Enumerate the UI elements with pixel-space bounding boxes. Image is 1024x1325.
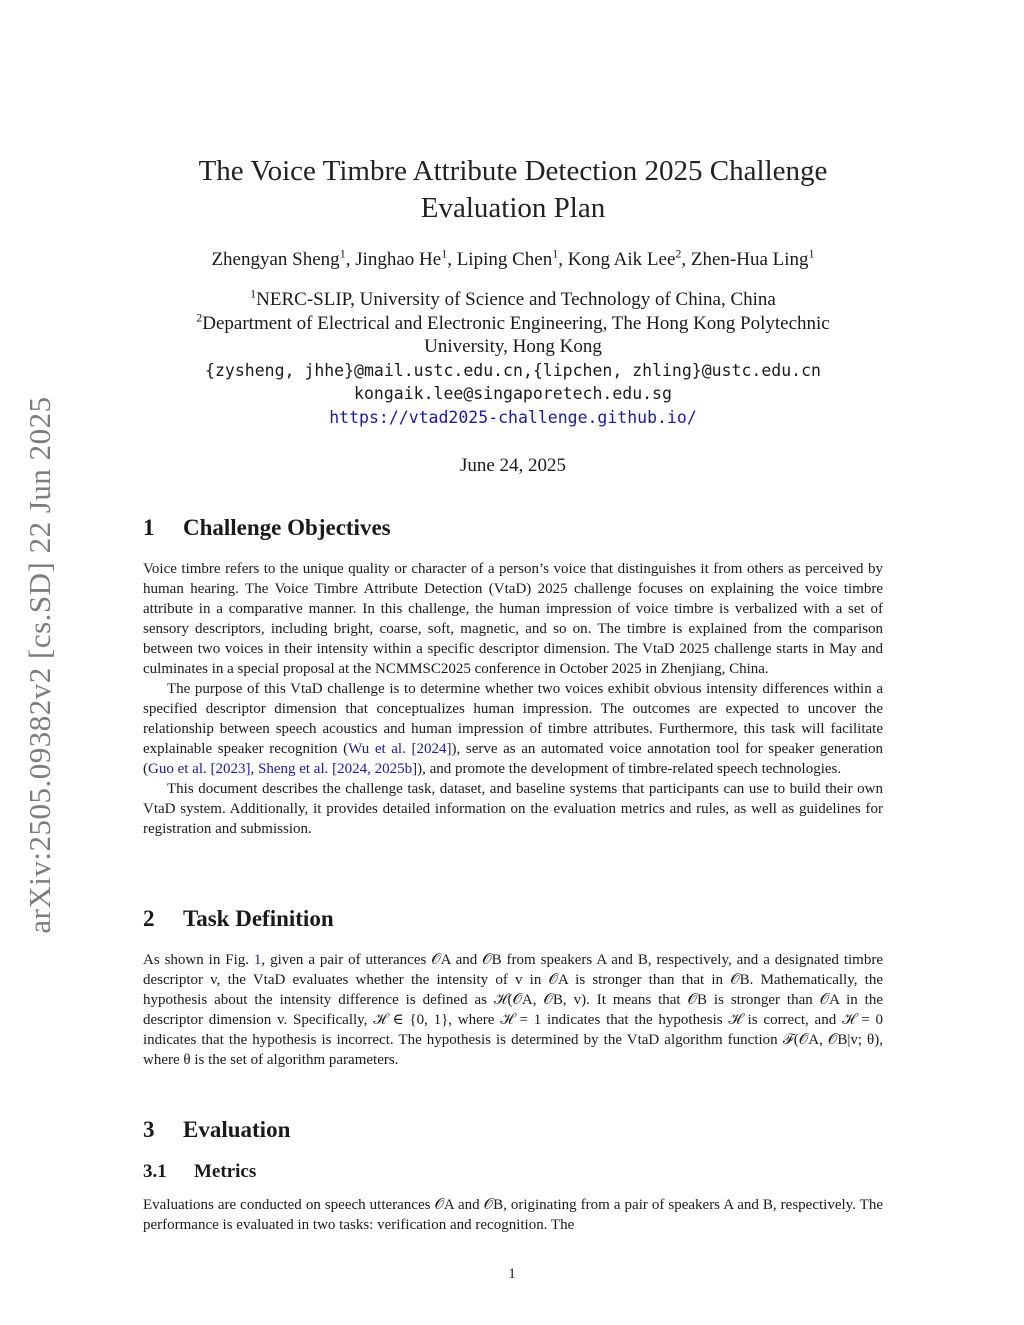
- author: Zhengyan Sheng$^1$,: [211, 246, 356, 270]
- affiliation-1: $^1$NERC-SLIP, University of Science and Technology of China, China: [250, 286, 776, 310]
- citation-wu-2024[interactable]: Wu et al. [2024]: [348, 741, 452, 757]
- title-line-2: Evaluation Plan: [420, 192, 606, 224]
- arxiv-sidebar: [15, 375, 65, 955]
- section-1-paragraph-3: This document describes the challenge task, dataset, and baseline systems that participants can use to build their own VtaD system. Additionally, it provides detailed information on the evaluation metrics and rules, as well as guidelines for registration and submission.: [143, 781, 883, 837]
- section-1-body: [143, 559, 883, 839]
- section-3-1-body: Evaluations are conducted on speech utterances 𝒪A and 𝒪B, originating from a pair of speakers A and B, respectively. The performance is evaluated in two tasks: verification and recognition. The: [143, 1197, 883, 1233]
- affiliations: [143, 288, 883, 429]
- section-1-paragraph-2: The purpose of this VtaD challenge is to determine whether two voices exhibit obvious intensity differences within a specified descriptor dimension that conceptualizes human impression. The outcomes are expected to uncover the relationship between speech acoustics and human impression of timbre attributes. Furthermore, this task will facilitate explainable speaker recognition (Wu et al. [2024]), serve as an automated voice annotation tool for speaker generation (Guo et al. [2023], Sheng et al. [2024, 2025b]), and promote the development of timbre-related speech technologies.: [143, 681, 884, 777]
- arxiv-identifier: arXiv:2505.09382v2 [cs.SD] 22 Jun 2025: [22, 396, 57, 934]
- author: Jinghao He$^1$,: [355, 246, 457, 270]
- email-line-1: {zysheng, jhhe}@mail.ustc.edu.cn,{lipchen, zhling}@ustc.edu.cn: [205, 360, 821, 380]
- citation-guo-2023[interactable]: Guo et al. [2023]: [148, 761, 251, 777]
- email-line-2: kongaik.lee@singaporetech.edu.sg: [354, 384, 672, 403]
- challenge-url-link[interactable]: https://vtad2025-challenge.github.io/: [329, 407, 697, 427]
- subsection-3-1-heading: 3.1 Metrics: [143, 1161, 257, 1182]
- section-1-paragraph-1: Voice timbre refers to the unique quality or character of a person’s voice that distinguishes it from others as perceived by human hearing. The Voice Timbre Attribute Detection (VtaD) 2025 challenge focuses on explaining the voice timbre attribute in a comparative manner. In this challenge, the human impression of voice timbre is verbalized with a set of sensory descriptors, including bright, coarse, soft, magnetic, and so on. The timbre is explained from the comparison between two voices in their intensity within a specific descriptor dimension. The VtaD 2025 challenge starts in May and culminates in a special proposal at the NCMMSC2025 conference in October 2025 in Zhenjiang, China.: [143, 561, 883, 677]
- author-list: [143, 248, 883, 272]
- paper-title: [143, 153, 883, 227]
- author: Kong Aik Lee$^2$,: [567, 246, 691, 270]
- publication-date: June 24, 2025: [459, 455, 567, 476]
- citation-sheng-2024-2025b[interactable]: Sheng et al. [2024, 2025b]: [257, 761, 418, 777]
- title-line-1: The Voice Timbre Attribute Detection 2025 Challenge: [198, 155, 828, 187]
- section-2-heading: 2 Task Definition: [143, 906, 334, 931]
- affiliation-2-cont: University, Hong Kong: [424, 336, 602, 357]
- author: Liping Chen$^1$,: [456, 246, 568, 270]
- figure-1-reference[interactable]: 1: [253, 952, 262, 968]
- author: Zhen-Hua Ling$^1$: [690, 246, 815, 270]
- section-1-heading: 1 Challenge Objectives: [143, 515, 391, 540]
- affiliation-2: $^2$Department of Electrical and Electronic Engineering, The Hong Kong Polytechnic: [196, 310, 830, 334]
- section-3-heading: 3 Evaluation: [143, 1117, 291, 1142]
- section-2-body: [143, 950, 883, 1070]
- page-number: 1: [508, 1266, 516, 1282]
- section-2-paragraph: As shown in Fig. 1, given a pair of utterances 𝒪A and 𝒪B from speakers A and B, respectively, and a designated timbre descriptor v, the VtaD evaluates whether the intensity of v in 𝒪A is stronger than that in 𝒪B. Mathematically, the hypothesis about the intensity difference is defined as ℋ(𝒪A, 𝒪B, v). It means that 𝒪B is stronger than 𝒪A in the descriptor dimension v. Specifically, ℋ ∈ {0, 1}, where ℋ = 1 indicates that the hypothesis ℋ is correct, and ℋ = 0 indicates that the hypothesis is incorrect. The hypothesis is determined by the VtaD algorithm function ℱ(𝒪A, 𝒪B|v; θ), where θ is the set of algorithm parameters.: [143, 952, 883, 1068]
